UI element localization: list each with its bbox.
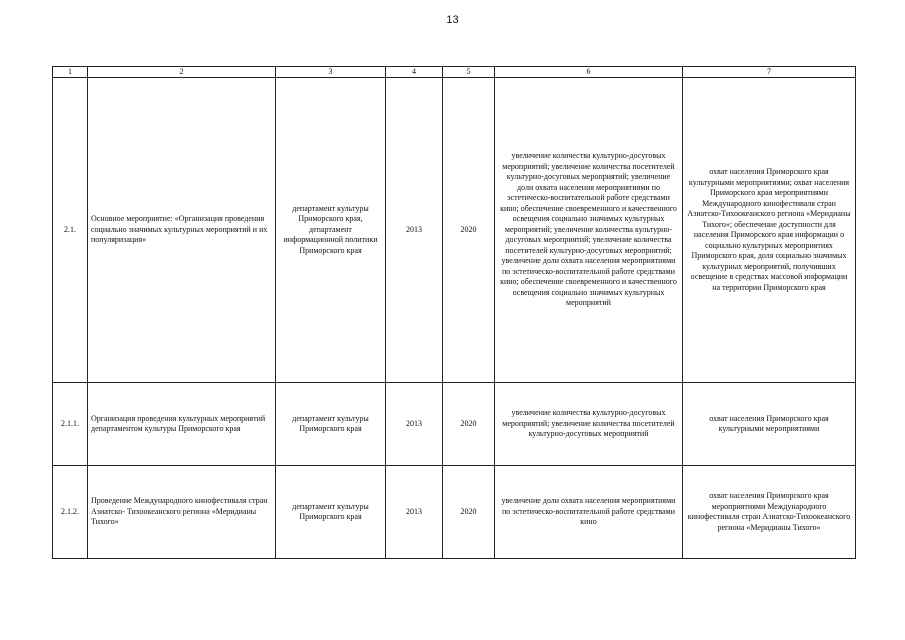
start-year: 2013 bbox=[386, 466, 443, 559]
column-header-3: 3 bbox=[276, 67, 386, 78]
executor: департамент культуры Приморского края, департамент информационной политики Приморского края bbox=[276, 78, 386, 383]
row-number: 2.1.2. bbox=[53, 466, 88, 559]
end-year: 2020 bbox=[443, 78, 495, 383]
indicator: охват населения Приморского края мероприятиями Международного кинофестиваля стран Азиатско-Тихоокеанского региона «Меридианы Тихого» bbox=[683, 466, 856, 559]
executor: департамент культуры Приморского края bbox=[276, 466, 386, 559]
table-row bbox=[53, 78, 856, 383]
end-year: 2020 bbox=[443, 383, 495, 466]
column-header-4: 4 bbox=[386, 67, 443, 78]
program-measures-table bbox=[52, 66, 856, 559]
page-number: 13 bbox=[446, 14, 459, 26]
column-header-2: 2 bbox=[88, 67, 276, 78]
row-number: 2.1. bbox=[53, 78, 88, 383]
indicator: охват населения Приморского края культурными мероприятиями; охват населения Приморского края мероприятиями Международного кинофестиваля стран Азиатско-Тихоокеанского региона «Меридианы Тихого»; обеспечение доступности для населения Приморского края информации о социально культурных мероприятиях Приморского края, доля социально значимых культурных мероприятий, получивших освещение в средствах массовой информации на территории Приморского края bbox=[683, 78, 856, 383]
measure-name: Основное мероприятие: «Организация проведения социально значимых культурных мероприятий и их популяризация» bbox=[88, 78, 276, 383]
table-row bbox=[53, 383, 856, 466]
measure-name: Организация проведения культурных мероприятий департаментом культуры Приморского края bbox=[88, 383, 276, 466]
indicator: охват населения Приморского края культурными мероприятиями bbox=[683, 383, 856, 466]
expected-result: увеличение количества культурно-досуговых мероприятий; увеличение количества посетителей культурно-досуговых мероприятий bbox=[495, 383, 683, 466]
start-year: 2013 bbox=[386, 383, 443, 466]
column-header-6: 6 bbox=[495, 67, 683, 78]
header-row bbox=[53, 67, 856, 78]
column-header-7: 7 bbox=[683, 67, 856, 78]
expected-result: увеличение доли охвата населения мероприятиями по эстетическо-воспитательной работе средствами кино bbox=[495, 466, 683, 559]
start-year: 2013 bbox=[386, 78, 443, 383]
row-number: 2.1.1. bbox=[53, 383, 88, 466]
end-year: 2020 bbox=[443, 466, 495, 559]
expected-result: увеличение количества культурно-досуговых мероприятий; увеличение количества посетителей культурно-досуговых мероприятий; увеличение доли охвата населения мероприятиями по эстетическо-воспитательной работе средствами кино; обеспечение своевременного и качественного освещения социально значимых культурных мероприятий; увеличение количества культурно-досуговых мероприятий; увеличение количества посетителей культурно-досуговых мероприятий; увеличение доли охвата населения мероприятиями по эстетическо-воспитательной работе средствами кино; обеспечение своевременного и качественного освещения социально значимых культурных мероприятий bbox=[495, 78, 683, 383]
table-row bbox=[53, 466, 856, 559]
column-header-1: 1 bbox=[53, 67, 88, 78]
measure-name: Проведение Международного кинофестиваля стран Азиатско- Тихоокеанского региона «Меридианы Тихого» bbox=[88, 466, 276, 559]
executor: департамент культуры Приморского края bbox=[276, 383, 386, 466]
column-header-5: 5 bbox=[443, 67, 495, 78]
